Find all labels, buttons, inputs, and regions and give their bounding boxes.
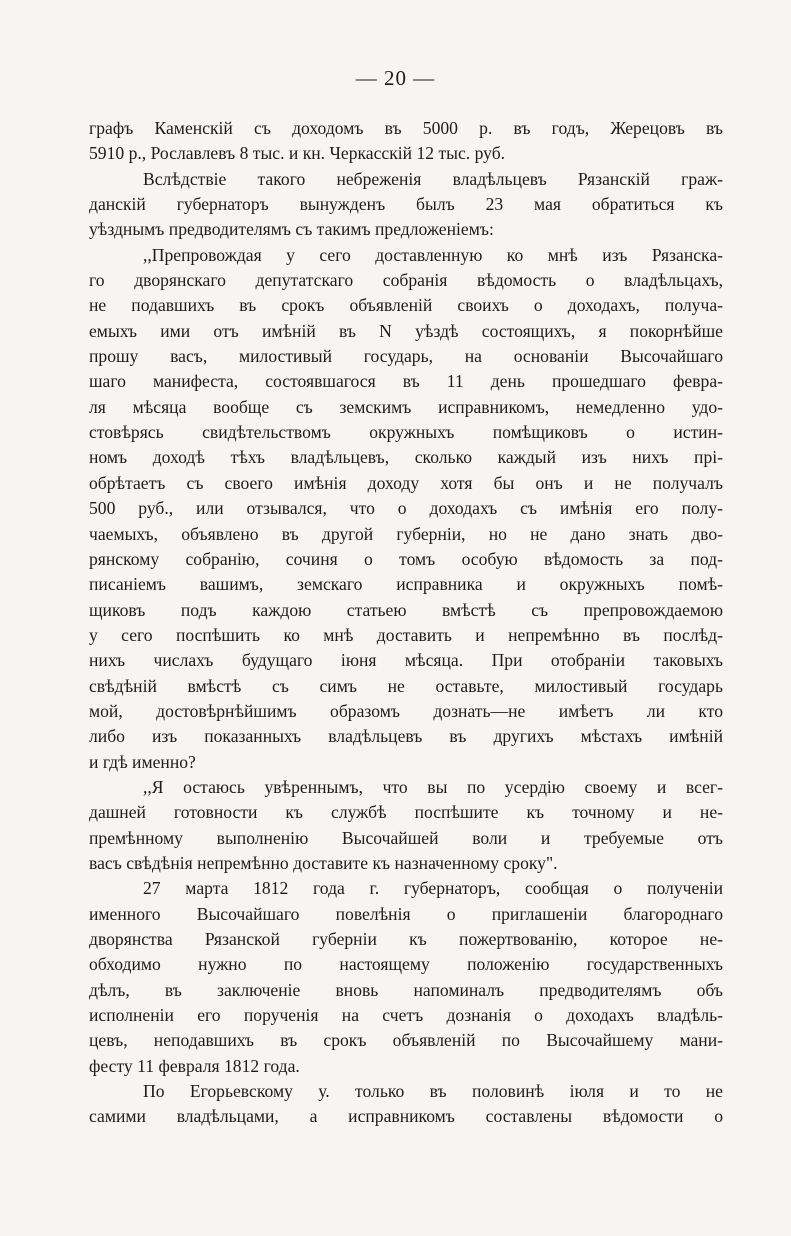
text-line: По Егорьевскому у. только въ половинѣ іюля и то не xyxy=(143,1081,723,1102)
text-line: свѣдѣній вмѣстѣ съ симъ не оставьте, милостивый государь xyxy=(89,675,723,696)
text-line: го дворянскаго депутатскаго собранія вѣдомость о владѣльцахъ, xyxy=(89,270,723,291)
text-line: номъ доходѣ тѣхъ владѣльцевъ, сколько каждый изъ нихъ прі- xyxy=(89,447,723,468)
text-line: ,,Я остаюсь увѣреннымъ, что вы по усердію своему и всег- xyxy=(143,776,723,797)
page-number: — 20 — xyxy=(355,66,436,90)
text-line: дворянства Рязанской губерніи къ пожертвованію, которое не- xyxy=(89,929,723,949)
text-line: дѣлъ, въ заключеніе вновь напоминалъ предводителямъ объ xyxy=(89,979,723,1000)
text-line: уѣзднымъ предводителямъ съ такимъ предложеніемъ: xyxy=(89,219,494,240)
text-line: цевъ, неподавшихъ въ срокъ объявленій по Высочайшему мани- xyxy=(89,1030,723,1051)
text-line: щиковъ подъ каждою статьею вмѣстѣ съ препровождаемою xyxy=(89,599,723,620)
text-line: дашней готовности къ службѣ поспѣшите къ точному и не- xyxy=(89,802,723,823)
text-line: 500 руб., или отзывался, что о доходахъ съ имѣнія его полу- xyxy=(89,498,723,519)
text-line: васъ свѣдѣнія непремѣнно доставите къ назначенному сроку". xyxy=(89,852,558,873)
text-line: 5910 р., Рославлевъ 8 тыс. и кн. Черкасскій 12 тыс. руб. xyxy=(89,143,506,164)
text-line: либо изъ показанныхъ владѣльцевъ въ другихъ мѣстахъ имѣній xyxy=(89,726,723,747)
text-line: исполненіи его порученія на счетъ дознанія о доходахъ владѣль- xyxy=(89,1005,723,1026)
text-line: не подавшихъ въ срокъ объявленій своихъ о доходахъ, получа- xyxy=(89,295,723,316)
text-line: мой, достовѣрнѣйшимъ образомъ дознать—не имѣетъ ли кто xyxy=(89,700,723,721)
text-line: емыхъ ими отъ имѣній въ N уѣздѣ состоящихъ, я покорнѣйше xyxy=(89,320,723,341)
text-line: нихъ числахъ будущаго іюня мѣсяца. При отобраніи таковыхъ xyxy=(89,650,723,671)
text-line: премѣнному выполненію Высочайшей воли и требуемые отъ xyxy=(89,827,723,848)
text-line: у сего поспѣшить ко мнѣ доставить и непремѣнно въ послѣд- xyxy=(89,624,723,645)
text-line: данскій губернаторъ вынужденъ былъ 23 мая обратиться къ xyxy=(89,194,723,215)
text-line: ля мѣсяца вообще съ земскимъ исправникомъ, немедленно удо- xyxy=(89,396,723,417)
text-line: фесту 11 февраля 1812 года. xyxy=(89,1055,300,1076)
text-line: ,,Препровождая у сего доставленную ко мнѣ изъ Рязанска- xyxy=(143,244,723,265)
body-text xyxy=(89,116,723,1130)
text-line: обходимо нужно по настоящему положенію государственныхъ xyxy=(89,954,723,975)
text-line: именного Высочайшаго повелѣнія о приглашеніи благороднаго xyxy=(89,903,723,924)
text-line: стовѣрясь свидѣтельствомъ окружныхъ помѣщиковъ о истин- xyxy=(89,422,723,443)
text-line: Вслѣдствіе такого небреженія владѣльцевъ Рязанскій граж- xyxy=(143,168,723,189)
text-line: прошу васъ, милостивый государь, на основаніи Высочайшаго xyxy=(89,346,723,367)
text-line: чаемыхъ, объявлено въ другой губерніи, но не дано знать дво- xyxy=(89,523,723,544)
text-line: писаніемъ вашимъ, земскаго исправника и окружныхъ помѣ- xyxy=(89,574,723,595)
text-line: и гдѣ именно? xyxy=(89,751,196,772)
text-line: 27 марта 1812 года г. губернаторъ, сообщая о полученіи xyxy=(143,878,723,899)
text-line: графъ Каменскій съ доходомъ въ 5000 р. въ годъ, Жерецовъ въ xyxy=(89,118,723,138)
text-line: самими владѣльцами, а исправникомъ составлены вѣдомости о xyxy=(89,1106,723,1127)
text-line: обрѣтаетъ съ своего имѣнія доходу хотя бы онъ и не получалъ xyxy=(89,472,723,493)
text-line: рянскому собранію, сочиня о томъ особую вѣдомость за под- xyxy=(89,548,723,569)
text-line: шаго манифеста, состоявшагося въ 11 день прошедшаго февра- xyxy=(89,371,723,392)
